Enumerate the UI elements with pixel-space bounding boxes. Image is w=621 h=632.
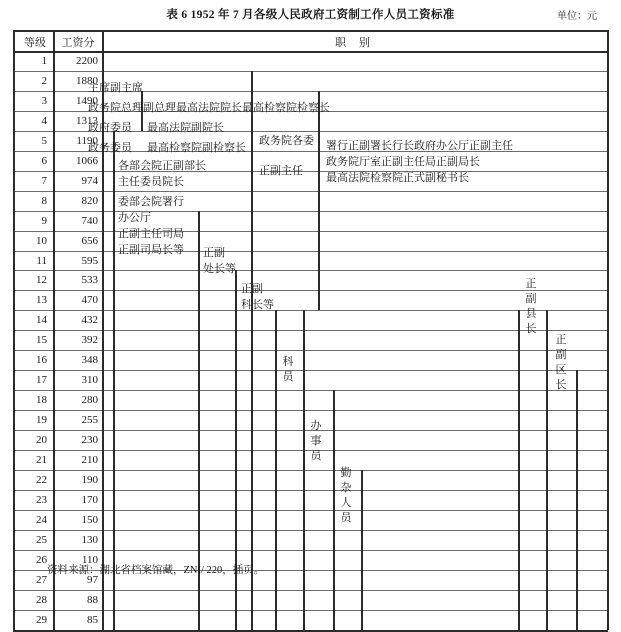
job-block-ministry	[118, 158, 206, 190]
job-row4-left: 政务委员	[88, 142, 132, 154]
wage-points-cell: 170	[81, 493, 98, 506]
grade-cell: 2	[41, 74, 47, 87]
job-office-line2: 政务院厅室正副主任局正副局长	[326, 156, 480, 168]
wage-points-cell: 255	[81, 414, 98, 427]
grade-cell: 25	[36, 533, 47, 546]
wage-points-cell: 348	[81, 354, 98, 367]
wage-points-cell: 2200	[76, 55, 98, 67]
wage-points-cell: 392	[81, 334, 98, 347]
wage-points-cell: 190	[81, 473, 98, 486]
table-vline	[251, 71, 253, 91]
grade-cell: 24	[36, 513, 47, 526]
grade-cell: 23	[36, 493, 47, 506]
wage-points-cell: 533	[81, 274, 98, 287]
job-row1: 主席副主席	[88, 82, 143, 94]
wage-points-cell: 470	[81, 294, 98, 307]
table-hline	[13, 630, 608, 632]
wage-points-cell: 656	[81, 234, 98, 247]
table-vline	[113, 131, 115, 630]
grade-cell: 16	[36, 354, 47, 367]
column-header-grade: 等级	[24, 37, 46, 49]
grade-cell: 12	[36, 274, 47, 287]
job-chuzhang-line1: 正副	[203, 247, 225, 259]
table-vline	[318, 211, 320, 311]
grade-cell: 14	[36, 314, 47, 327]
grade-cell: 27	[36, 573, 47, 586]
grade-cell: 26	[36, 553, 47, 566]
wage-points-cell: 230	[81, 434, 98, 447]
grade-cell: 7	[41, 174, 47, 187]
job-kezhang-line2: 科长等	[241, 299, 274, 311]
grade-cell: 13	[36, 294, 47, 307]
grade-cell: 5	[41, 134, 47, 147]
wage-points-cell: 150	[81, 513, 98, 526]
table-vline	[102, 30, 104, 630]
job-bureau-line4: 正副司局长等	[118, 244, 184, 256]
grade-cell: 9	[41, 214, 47, 227]
wage-points-cell: 740	[81, 214, 98, 227]
job-kezhang-line1: 正副	[241, 283, 263, 295]
job-qinza: 勤杂人员	[340, 467, 352, 524]
table-vline	[333, 390, 335, 629]
job-bureau-line1: 委部会院署行	[118, 196, 184, 208]
job-chuzhang-line2: 处长等	[203, 263, 236, 275]
wage-points-cell: 210	[81, 454, 98, 466]
grade-cell: 1	[41, 55, 47, 67]
wage-points-cell: 88	[87, 593, 98, 606]
wage-points-cell: 820	[81, 194, 98, 207]
table-vline	[251, 131, 253, 211]
job-ministry-line1: 各部会院正副部长	[118, 160, 206, 172]
job-row4-right: 最高检察院副检察长	[147, 142, 246, 154]
grade-cell: 18	[36, 394, 47, 407]
page-title: 表 6 1952 年 7 月各级人民政府工资制工作人员工资标准	[166, 9, 455, 21]
job-row3-right: 最高法院副院长	[147, 122, 224, 134]
grade-cell: 3	[41, 94, 47, 107]
job-block-commission	[259, 133, 314, 179]
table-vline	[546, 310, 548, 629]
grade-cell: 11	[36, 254, 47, 267]
wage-points-cell: 280	[81, 394, 98, 407]
wage-points-cell: 595	[81, 254, 98, 267]
job-block-kezhang	[241, 281, 274, 313]
job-row3-left: 政府委员	[88, 122, 132, 134]
column-header-wage-points: 工资分	[61, 37, 95, 49]
job-block-chuzhang	[203, 245, 236, 277]
job-block-bureau	[118, 194, 184, 258]
grade-cell: 6	[41, 154, 47, 167]
grade-cell: 4	[41, 114, 47, 127]
grade-cell: 22	[36, 473, 47, 486]
job-banshiyuan: 办事员	[310, 420, 322, 462]
wage-points-cell: 130	[81, 533, 98, 546]
job-bureau-line3: 正副主任司局	[118, 228, 184, 240]
job-quzhang: 正副区长	[555, 334, 567, 391]
grade-cell: 10	[36, 234, 47, 247]
grade-cell: 15	[36, 334, 47, 347]
job-commission-line2: 正副主任	[259, 165, 303, 177]
table-vline	[303, 310, 305, 629]
job-keyuan: 科员	[282, 356, 294, 383]
wage-points-cell: 974	[81, 174, 98, 187]
grade-cell: 28	[36, 593, 47, 606]
column-header-job-category: 职 别	[335, 37, 375, 49]
job-ministry-line2: 主任委员院长	[118, 176, 184, 188]
table-vline	[275, 310, 277, 629]
wage-points-cell: 310	[81, 374, 98, 387]
wage-points-cell: 1190	[76, 134, 98, 147]
table-vline	[576, 370, 578, 629]
job-office-line3: 最高法院检察院正式副秘书长	[326, 172, 469, 184]
title-row	[0, 6, 621, 26]
job-office-line1: 署行正副署长行长政府办公厅正副主任	[326, 140, 513, 152]
wage-points-cell: 85	[87, 613, 98, 626]
table-vline	[607, 30, 609, 630]
job-bureau-line2: 办公厅	[118, 212, 151, 224]
wage-points-cell: 432	[81, 314, 98, 327]
job-commission-line1: 政务院各委	[259, 135, 314, 147]
job-xianzhang: 正副县长	[525, 278, 537, 335]
grade-cell: 19	[36, 414, 47, 427]
wage-points-cell: 110	[81, 553, 98, 566]
job-row2: 政务院总理副总理最高法院院长最高检察院检察长	[88, 102, 330, 114]
grade-cell: 29	[36, 613, 47, 626]
table-vline	[13, 30, 15, 630]
wage-points-cell: 1066	[76, 154, 98, 167]
table-vline	[361, 470, 363, 630]
wage-points-cell: 1490	[76, 94, 98, 107]
wage-points-cell: 97	[87, 573, 98, 586]
unit-note: 单位：元	[557, 11, 597, 22]
grade-cell: 17	[36, 374, 47, 387]
table-vline	[518, 310, 520, 629]
job-block-office	[326, 138, 513, 186]
wage-points-cell: 1313	[76, 114, 98, 127]
grade-cell: 21	[36, 454, 47, 466]
grade-cell: 8	[41, 194, 47, 207]
source-note: 资料来源：湖北省档案馆藏，ZNI/ 220，插页。	[47, 565, 265, 576]
wage-points-cell: 1880	[76, 74, 98, 87]
grade-cell: 20	[36, 434, 47, 447]
